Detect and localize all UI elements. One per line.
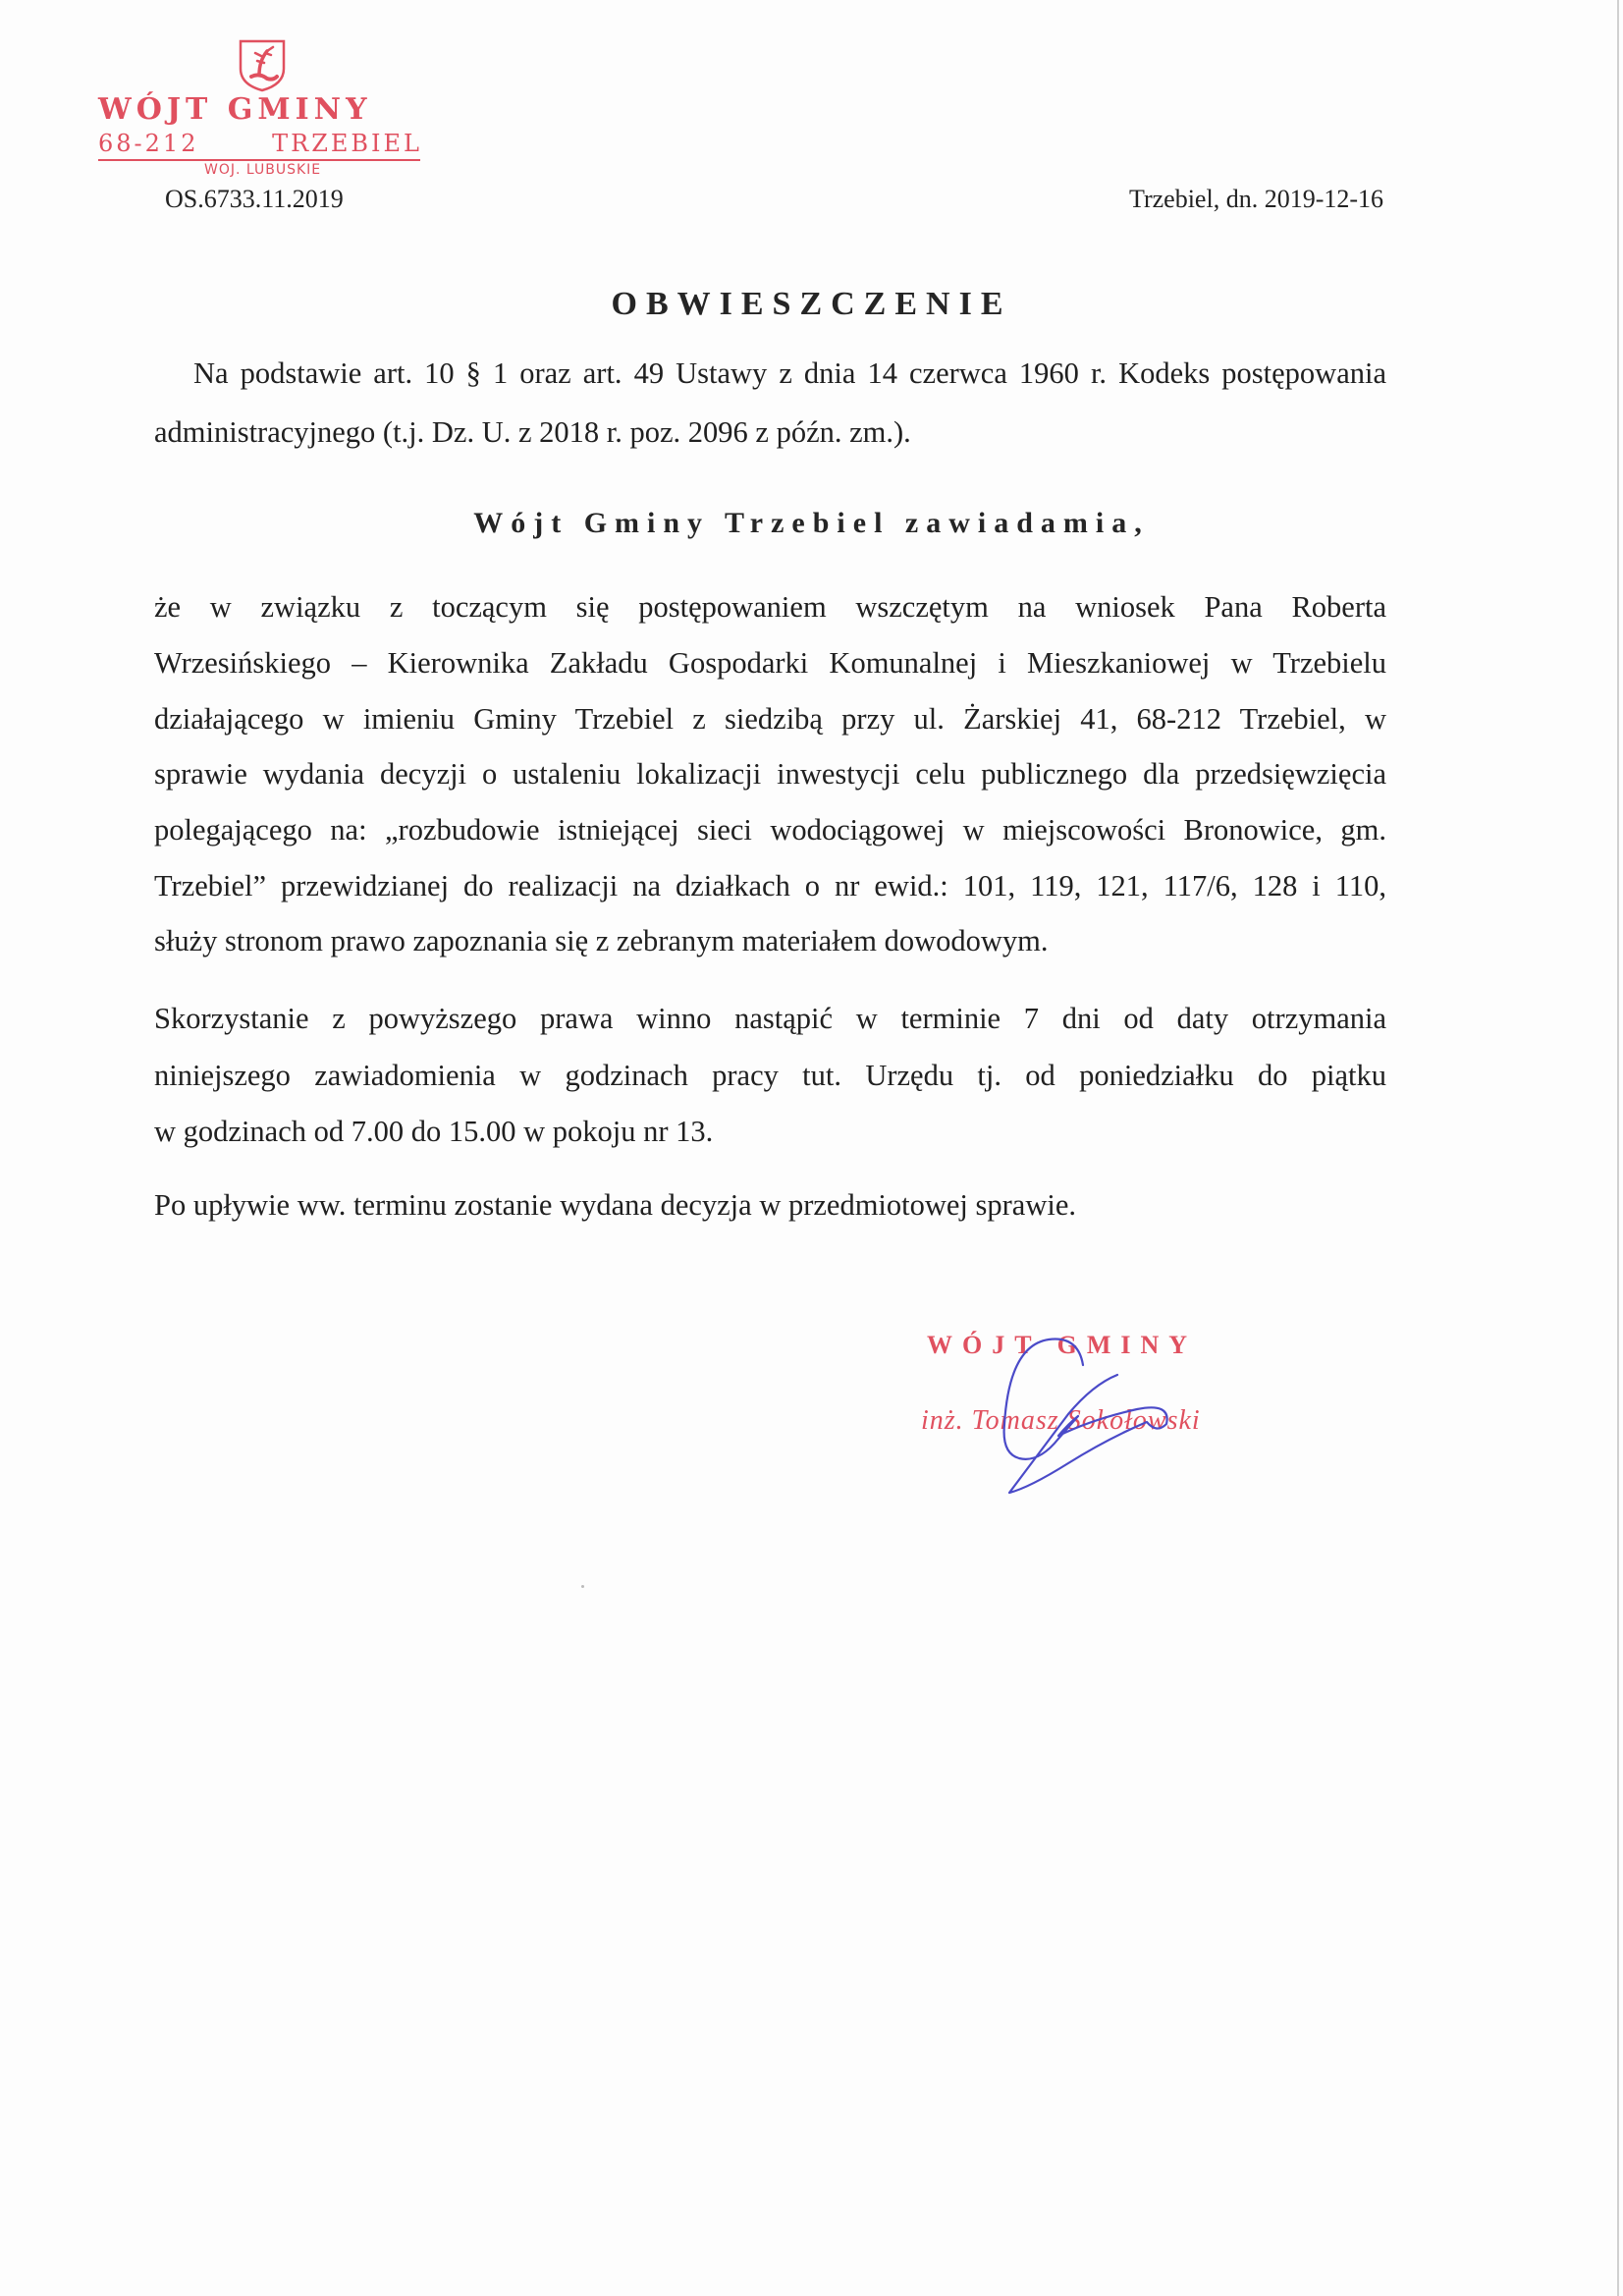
stamp-rule [98,159,420,161]
stamp-town: TRZEBIEL [272,130,422,157]
scan-speck [581,1585,584,1588]
body-line: działającego w imieniu Gminy Trzebiel z siedzibą przy ul. Żarskiej 41, 68-212 Trzebiel, w [154,702,1386,736]
signatory-name: inż. Tomasz Sokołowski [921,1405,1201,1436]
body-line: Skorzystanie z powyższego prawa winno nastąpić w terminie 7 dni od daty otrzymania [154,1002,1386,1035]
stamp-postcode: 68-212 [98,130,199,157]
place-and-date: Trzebiel, dn. 2019-12-16 [1129,185,1384,213]
intro-line: Na podstawie art. 10 § 1 oraz art. 49 Ustawy z dnia 14 czerwca 1960 r. Kodeks postępowania [193,356,1386,390]
document-title: OBWIESZCZENIE [611,286,1012,322]
body-line: Trzebiel” przewidzianej do realizacji na działkach o nr ewid.: 101, 119, 121, 117/6, 128 i 110, [154,869,1386,902]
reference-number: OS.6733.11.2019 [165,185,344,213]
signature-title: WÓJT GMINY [927,1331,1198,1359]
body-line: polegającego na: „rozbudowie istniejącej sieci wodociągowej w miejscowości Bronowice, gm. [154,813,1386,847]
stamp-title: WÓJT GMINY [98,92,372,127]
scan-edge-line [1617,0,1619,2296]
body-line: Wrzesińskiego – Kierownika Zakładu Gospodarki Komunalnej i Mieszkaniowej w Trzebielu [154,646,1386,680]
body-line: że w związku z toczącym się postępowaniem wszczętym na wniosek Pana Roberta [154,590,1386,624]
stamp-region: WOJ. LUBUSKIE [204,162,322,178]
body-line: w godzinach od 7.00 do 15.00 w pokoju nr 13. [154,1115,714,1148]
body-line: sprawie wydania decyzji o ustaleniu lokalizacji inwestycji celu publicznego dla przedsięwzięcia [154,757,1386,791]
stamp-address [98,130,422,157]
signature-block [921,1326,1216,1522]
closing-line: Po upływie ww. terminu zostanie wydana decyzja w przedmiotowej sprawie. [154,1188,1077,1222]
body-line: służy stronom prawo zapoznania się z zebranym materiałem dowodowym. [154,924,1049,957]
announcement-heading: Wójt Gminy Trzebiel zawiadamia, [473,507,1150,539]
body-line: niniejszego zawiadomienia w godzinach pracy tut. Urzędu tj. od poniedziałku do piątku [154,1059,1386,1092]
official-stamp [98,39,422,177]
handwritten-signature [921,1326,1216,1522]
intro-line: administracyjnego (t.j. Dz. U. z 2018 r. poz. 2096 z późn. zm.). [154,415,911,449]
coat-of-arms-icon [238,39,287,92]
